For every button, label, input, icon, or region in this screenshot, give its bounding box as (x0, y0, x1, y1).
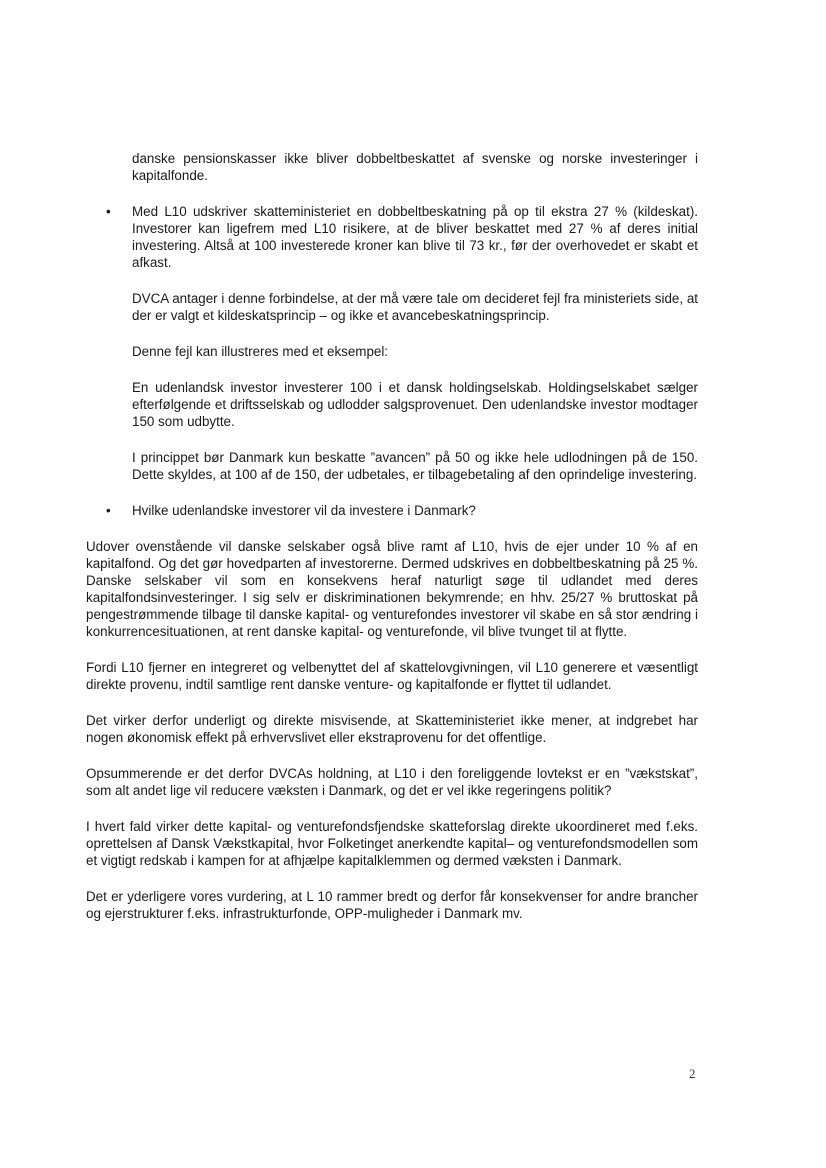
body-paragraph: I hvert fald virker dette kapital- og venturefondsfjendske skatteforslag direkte ukoordineret med f.eks. oprettelsen af Dansk Vækstkapital, hvor Folketinget anerkendte kapital– og venturefondsmodellen som et vigtigt redskab i kampen for at afhjælpe kapitalklemmen og dermed væksten i Danmark. (86, 819, 698, 868)
bullet-icon: • (106, 204, 111, 219)
sub-paragraph: DVCA antager i denne forbindelse, at der må være tale om decideret fejl fra ministeriets side, at der er valgt et kildeskatsprincip – og ikke et avancebeskatningsprincip. (132, 291, 698, 323)
body-paragraph: Det er yderligere vores vurdering, at L 10 rammer bredt og derfor får konsekvenser for andre brancher og ejerstrukturer f.eks. infrastrukturfonde, OPP-muligheder i Danmark mv. (86, 889, 698, 921)
bullet-text: Med L10 udskriver skatteministeriet en dobbeltbeskatning på op til ekstra 27 % (kildeskat). Investorer kan ligefrem med L10 risikere, at de bliver beskattet med 27 % af deres initial investering. Altså at 100 investerede kroner kan blive til 73 kr., før der overhovedet er skabt et afkast. (132, 204, 698, 270)
bullet-item (106, 502, 698, 519)
bullet-icon: • (106, 503, 111, 518)
continued-paragraph: danske pensionskasser ikke bliver dobbeltbeskattet af svenske og norske investeringer i kapitalfonde. (132, 151, 698, 183)
sub-paragraph: En udenlandsk investor investerer 100 i et dansk holdingselskab. Holdingselskabet sælger efterfølgende et driftsselskab og udlodder salgsprovenuet. Den udenlandske investor modtager 150 som udbytte. (132, 380, 698, 429)
body-paragraph: Fordi L10 fjerner en integreret og velbenyttet del af skattelovgivningen, vil L10 generere et væsentligt direkte provenu, indtil samtlige rent danske venture- og kapitalfonde er flyttet til udlandet. (86, 660, 698, 692)
bullet-text: Hvilke udenlandske investorer vil da investere i Danmark? (132, 503, 476, 518)
page-number: 2 (689, 1066, 696, 1081)
body-paragraph: Udover ovenstående vil danske selskaber også blive ramt af L10, hvis de ejer under 10 % af en kapitalfond. Og det gør hovedparten af investorerne. Dermed udskrives en dobbeltbeskatning på 25 %. Danske selskaber vil som en konsekvens heraf naturligt søge til udlandet med deres kapitalfondsinvesteringer. I sig selv er diskriminationen bekymrende; en hhv. 25/27 % bruttoskat på pengestrømmende tilbage til danske kapital- og venturefondes investorer vil skabe en så stor ændring i konkurrencesituationen, at rent danske kapital- og venturefonde, vil blive tvunget til at flytte. (86, 539, 698, 639)
bullet-item (106, 203, 698, 271)
sub-paragraph: Denne fejl kan illustreres med et eksempel: (132, 344, 389, 359)
sub-paragraph: I princippet bør Danmark kun beskatte ”avancen” på 50 og ikke hele udlodningen på de 150. Dette skyldes, at 100 af de 150, der udbetales, er tilbagebetaling af den oprindelige investering. (132, 450, 698, 482)
body-paragraph: Opsummerende er det derfor DVCAs holdning, at L10 i den foreliggende lovtekst er en ”vækstskat”, som alt andet lige vil reducere væksten i Danmark, og det er vel ikke regeringens politik? (86, 766, 698, 798)
document-body (86, 150, 698, 941)
body-paragraph: Det virker derfor underligt og direkte misvisende, at Skatteministeriet ikke mener, at indgrebet har nogen økonomisk effekt på erhvervslivet eller ekstraprovenu for det offentlige. (86, 713, 698, 745)
